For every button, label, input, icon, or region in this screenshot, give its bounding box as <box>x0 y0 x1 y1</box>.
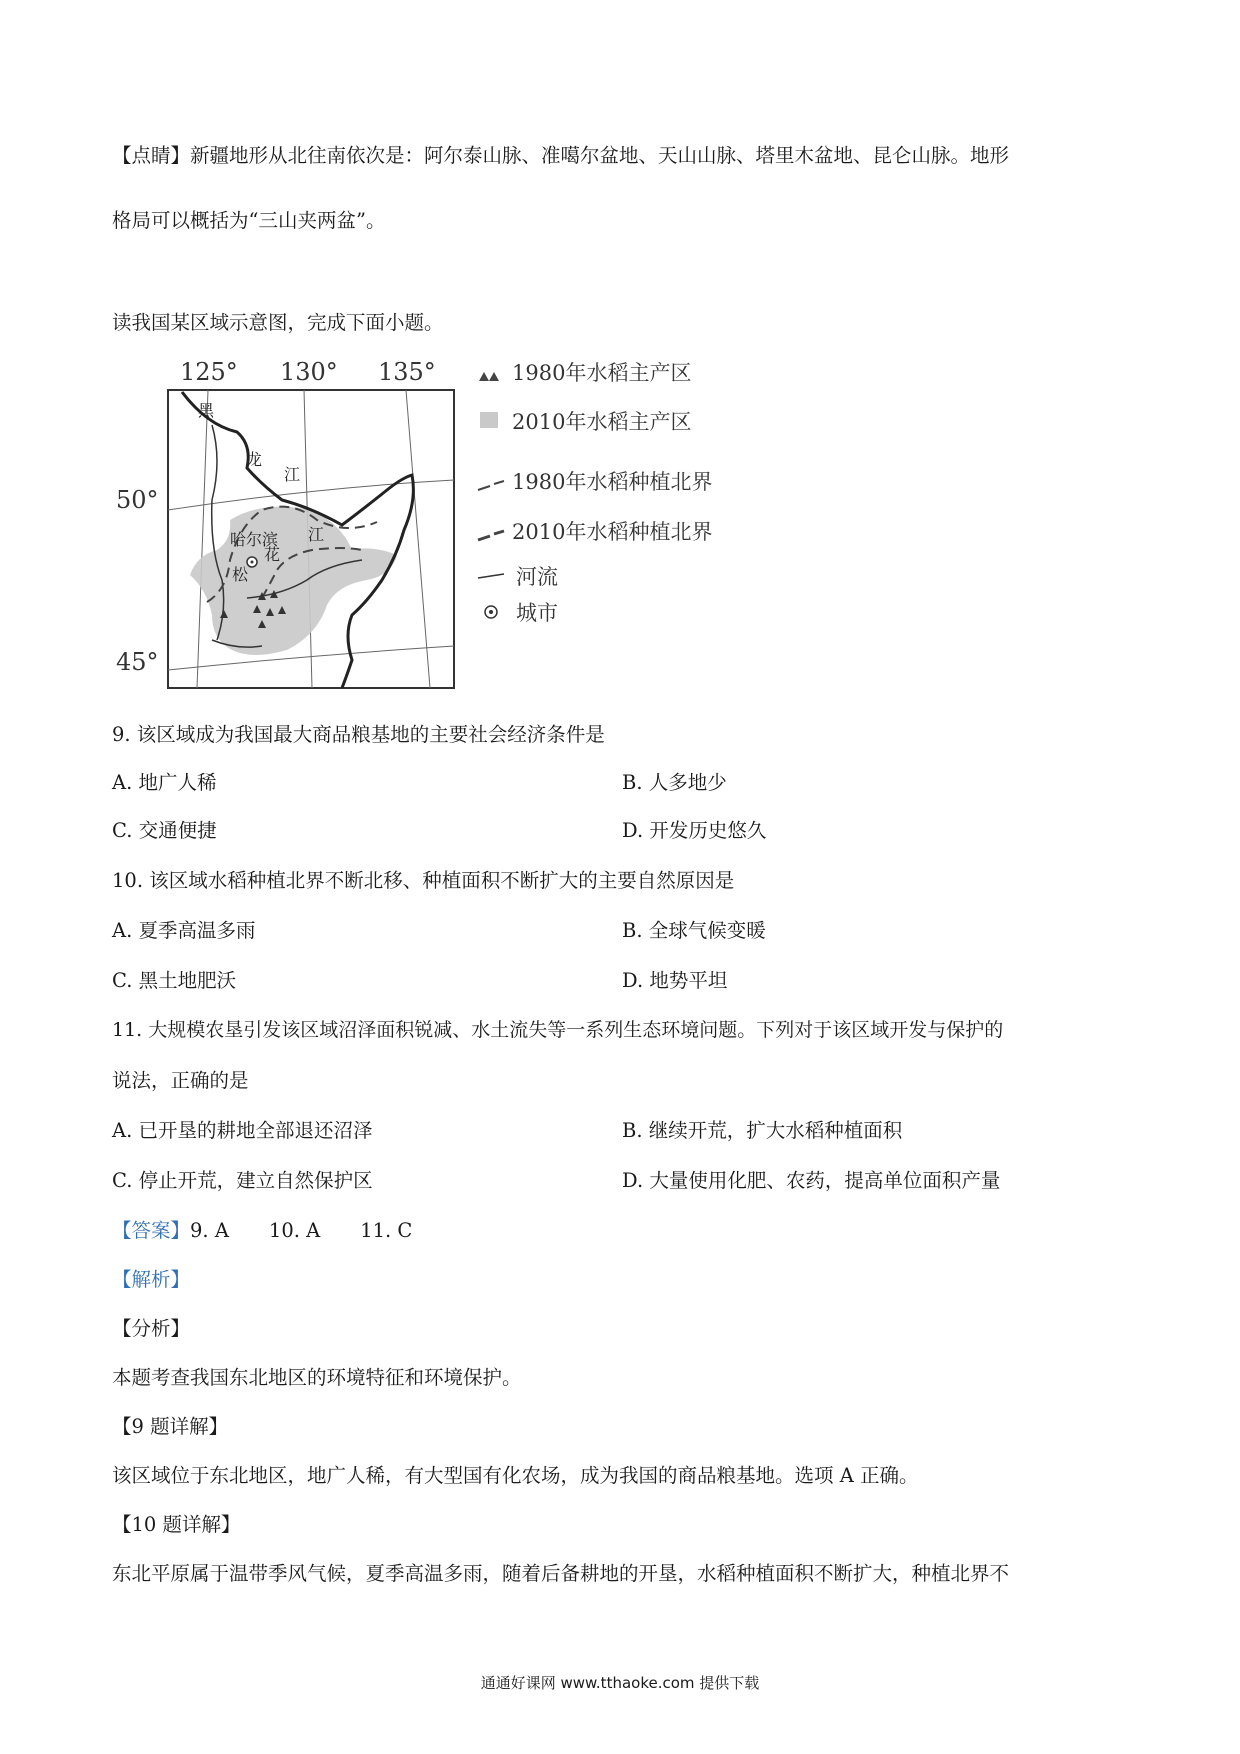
label-jiang-2: 江 <box>308 525 325 544</box>
q9-option-b[interactable]: B. 人多地少 <box>622 771 727 794</box>
q11-stem-line-1: 11. 大规模农垦引发该区域沼泽面积锐减、水土流失等一系列生态环境问题。下列对于该区域开发与保护的 <box>112 1019 1004 1041</box>
q10-option-b[interactable]: B. 全球气候变暖 <box>622 919 766 942</box>
q9-option-c[interactable]: C. 交通便捷 <box>112 819 217 842</box>
city-dot-icon <box>485 606 497 618</box>
lon-label-125: 125° <box>180 358 238 386</box>
map-legend <box>478 361 712 625</box>
label-hei: 黑 <box>198 401 215 420</box>
legend-2010-boundary: 2010年水稻种植北界 <box>512 520 713 544</box>
label-harbin: 哈尔滨 <box>230 530 279 549</box>
dianjing-line-1 <box>112 143 1009 169</box>
q11-stem-line-2: 说法，正确的是 <box>112 1069 249 1092</box>
q10-option-d[interactable]: D. 地势平坦 <box>622 969 728 992</box>
q9-detail-tag: 【9 题详解】 <box>112 1415 229 1438</box>
jiexi-tag: 【解析】 <box>112 1268 191 1291</box>
q9-detail-text: 该区域位于东北地区，地广人稀，有大型国有化农场，成为我国的商品粮基地。选项 A 正确。 <box>112 1464 919 1487</box>
q9-stem: 9. 该区域成为我国最大商品粮基地的主要社会经济条件是 <box>112 723 605 746</box>
lon-label-135: 135° <box>378 358 436 386</box>
answer-9: 9. A <box>190 1219 229 1242</box>
q10-option-c[interactable]: C. 黑土地肥沃 <box>112 969 237 992</box>
fenxi-text: 本题考查我国东北地区的环境特征和环境保护。 <box>112 1366 522 1389</box>
intro-text: 读我国某区域示意图，完成下面小题。 <box>112 311 444 334</box>
dianjing-line-2: 格局可以概括为“三山夹两盆”。 <box>112 209 386 232</box>
q11-option-b[interactable]: B. 继续开荒，扩大水稻种植面积 <box>622 1119 903 1142</box>
answer-10: 10. A <box>268 1219 321 1242</box>
legend-river: 河流 <box>516 565 558 589</box>
label-hua: 花 <box>264 545 281 564</box>
legend-1980-boundary: 1980年水稻种植北界 <box>512 470 713 494</box>
answer-11: 11. C <box>360 1219 413 1242</box>
answer-tag: 【答案】 <box>112 1219 191 1242</box>
harbin-city-center <box>251 561 254 564</box>
q10-stem: 10. 该区域水稻种植北界不断北移、种植面积不断扩大的主要自然原因是 <box>112 869 735 892</box>
label-jiang-1: 江 <box>284 465 301 484</box>
q9-option-a[interactable]: A. 地广人稀 <box>112 771 217 794</box>
fenxi-tag: 【分析】 <box>112 1317 191 1340</box>
footer-download: 通通好课网 www.tthaoke.com 提供下载 <box>480 1674 760 1692</box>
line-dash-2010-icon <box>478 531 504 540</box>
q11-option-a[interactable]: A. 已开垦的耕地全部退还沼泽 <box>112 1119 373 1142</box>
region-map <box>112 350 752 700</box>
q11-option-c[interactable]: C. 停止开荒，建立自然保护区 <box>112 1169 373 1192</box>
legend-1980-area: 1980年水稻主产区 <box>512 361 692 385</box>
q10-detail-text: 东北平原属于温带季风气候，夏季高温多雨，随着后备耕地的开垦，水稻种植面积不断扩大，种植北界不 <box>112 1562 1010 1585</box>
q10-option-a[interactable]: A. 夏季高温多雨 <box>112 919 256 942</box>
q10-detail-tag: 【10 题详解】 <box>112 1513 241 1536</box>
label-song: 松 <box>232 565 249 584</box>
answer-line <box>112 1218 452 1244</box>
dianjing-tag: 【点睛】 <box>112 144 191 167</box>
legend-city: 城市 <box>516 601 558 625</box>
q9-option-d[interactable]: D. 开发历史悠久 <box>622 819 767 842</box>
label-long: 龙 <box>246 450 263 469</box>
q11-option-d[interactable]: D. 大量使用化肥、农药，提高单位面积产量 <box>622 1169 1001 1192</box>
river-line-icon <box>478 574 504 578</box>
rice-1980-triangle-icon <box>479 372 499 381</box>
lon-label-130: 130° <box>280 358 338 386</box>
legend-2010-area: 2010年水稻主产区 <box>512 410 692 434</box>
lat-label-50: 50° <box>116 486 159 514</box>
line-dash-1980-icon <box>478 481 504 490</box>
rice-2010-shade-icon <box>480 412 498 428</box>
dianjing-text-1: 新疆地形从北往南依次是：阿尔泰山脉、准噶尔盆地、天山山脉、塔里木盆地、昆仑山脉。地形 <box>190 144 1010 167</box>
lat-label-45: 45° <box>116 648 159 676</box>
